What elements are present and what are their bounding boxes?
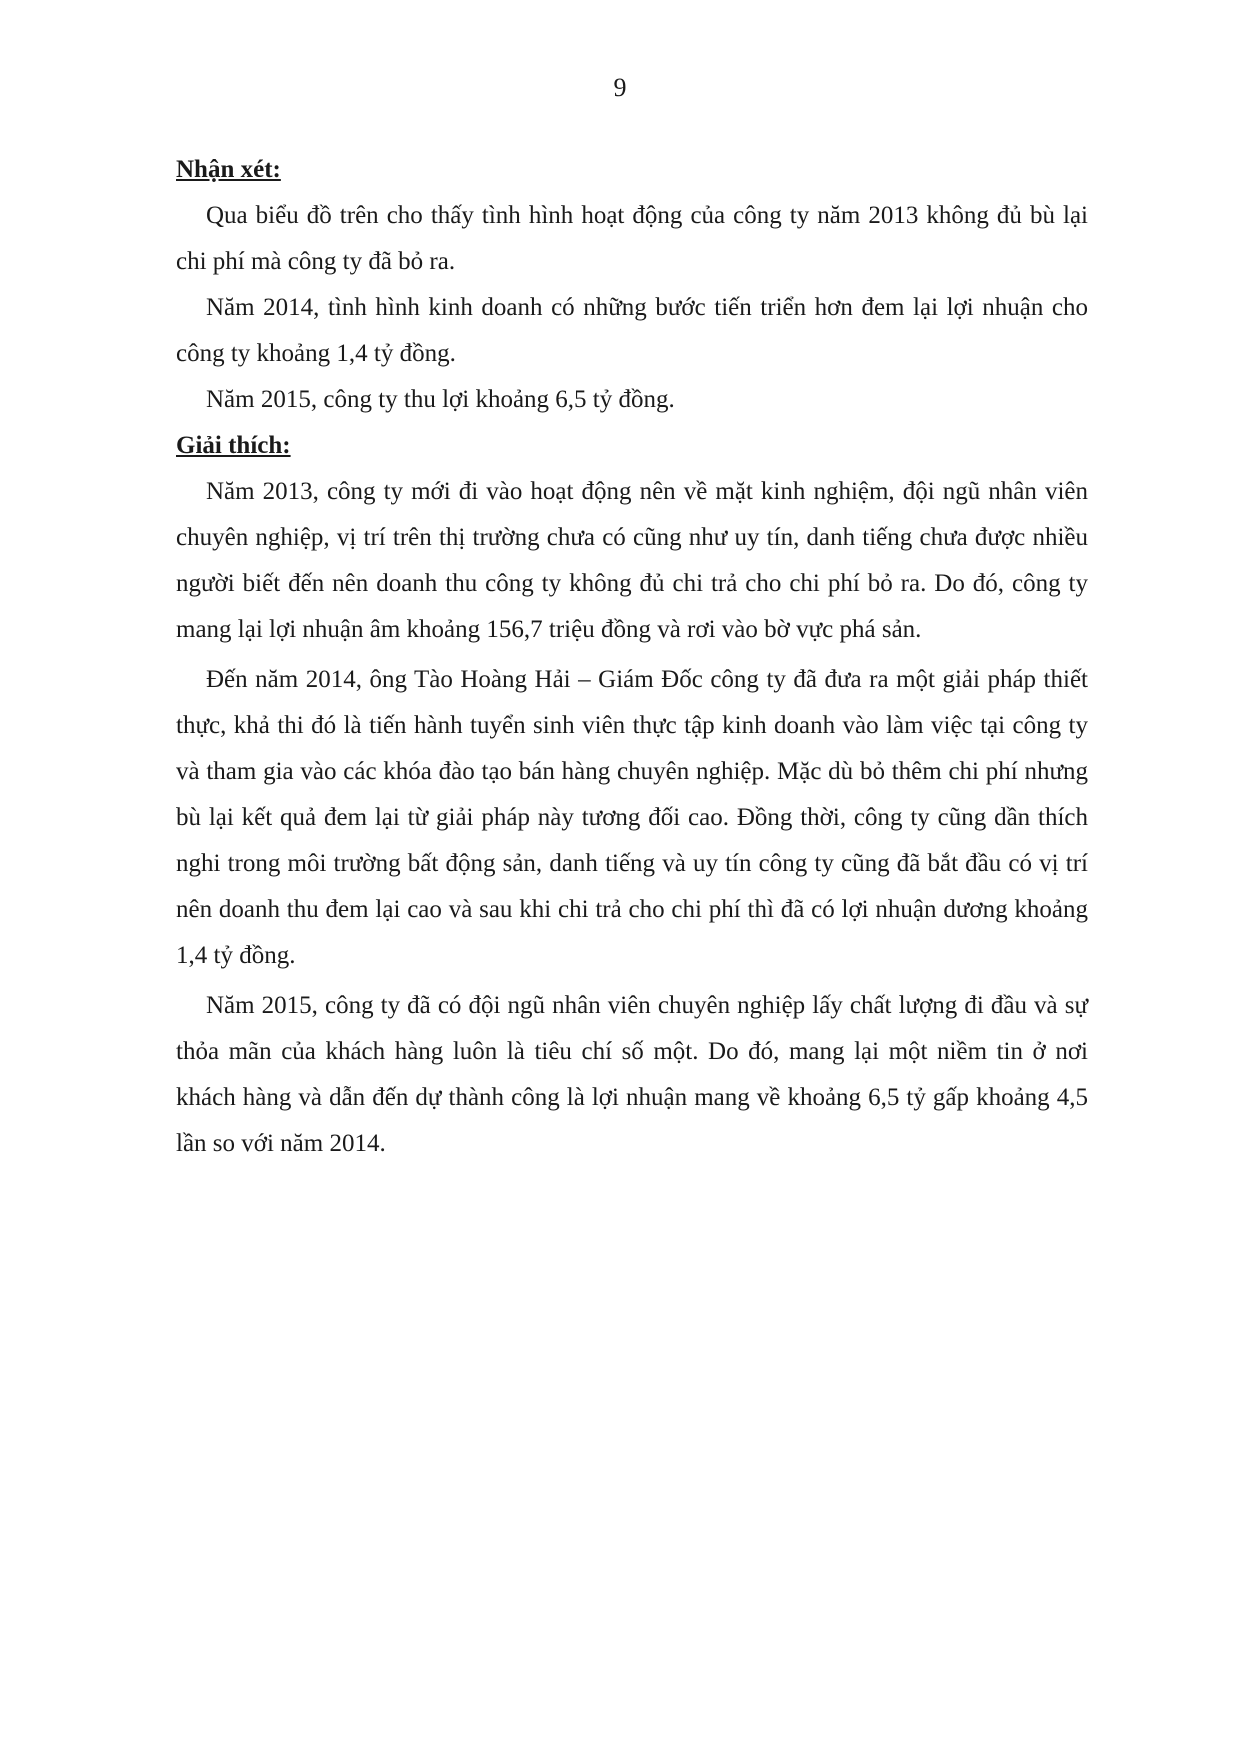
giai-thich-paragraph-3: Năm 2015, công ty đã có đội ngũ nhân viên chuyên nghiệp lấy chất lượng đi đầu và sự thỏa mãn của khách hàng luôn là tiêu chí số một. Do đó, mang lại một niềm tin ở nơi khách hàng và dẫn đến dự thành công là lợi nhuận mang về khoảng 6,5 tỷ gấp khoảng 4,5 lần so với năm 2014. (176, 992, 1088, 1157)
heading-giai-thich: Giải thích: (176, 432, 291, 459)
nhan-xet-paragraph-1: Qua biểu đồ trên cho thấy tình hình hoạt động của công ty năm 2013 không đủ bù lại chi phí mà công ty đã bỏ ra. (176, 202, 1088, 275)
heading-nhan-xet: Nhận xét: (176, 156, 281, 183)
nhan-xet-paragraph-3: Năm 2015, công ty thu lợi khoảng 6,5 tỷ đồng. (206, 386, 675, 413)
document-body (176, 147, 1088, 1167)
nhan-xet-paragraph-2: Năm 2014, tình hình kinh doanh có những bước tiến triển hơn đem lại lợi nhuận cho công ty khoảng 1,4 tỷ đồng. (176, 294, 1088, 367)
giai-thich-paragraph-1: Năm 2013, công ty mới đi vào hoạt động nên về mặt kinh nghiệm, đội ngũ nhân viên chuyên nghiệp, vị trí trên thị trường chưa có cũng như uy tín, danh tiếng chưa được nhiều người biết đến nên doanh thu công ty không đủ chi trả cho chi phí bỏ ra. Do đó, công ty mang lại lợi nhuận âm khoảng 156,7 triệu đồng và rơi vào bờ vực phá sản. (176, 478, 1088, 643)
giai-thich-paragraph-2: Đến năm 2014, ông Tào Hoàng Hải – Giám Đốc công ty đã đưa ra một giải pháp thiết thực, khả thi đó là tiến hành tuyển sinh viên thực tập kinh doanh vào làm việc tại công ty và tham gia vào các khóa đào tạo bán hàng chuyên nghiệp. Mặc dù bỏ thêm chi phí nhưng bù lại kết quả đem lại từ giải pháp này tương đối cao. Đồng thời, công ty cũng dần thích nghi trong môi trường bất động sản, danh tiếng và uy tín công ty cũng đã bắt đầu có vị trí nên doanh thu đem lại cao và sau khi chi trả cho chi phí thì đã có lợi nhuận dương khoảng 1,4 tỷ đồng. (176, 666, 1088, 969)
page-number: 9 (613, 73, 627, 102)
